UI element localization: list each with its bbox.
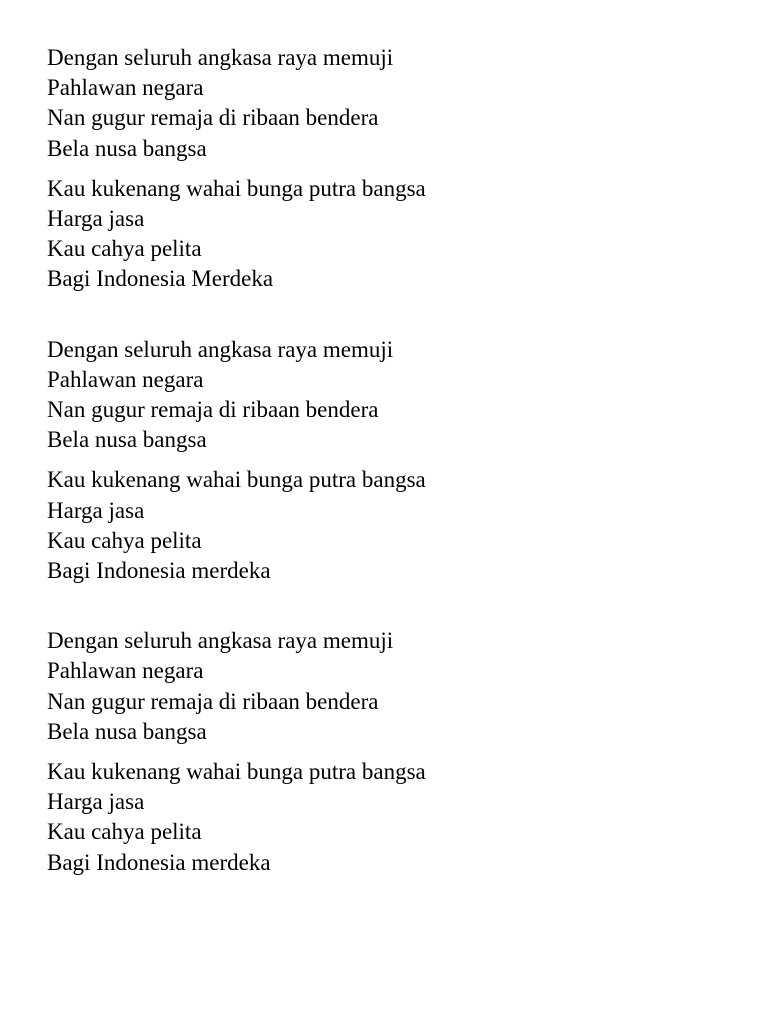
lyric-line: Bela nusa bangsa bbox=[47, 718, 207, 744]
stanza-spacer bbox=[47, 586, 727, 626]
lyric-line: Bagi Indonesia merdeka bbox=[47, 558, 271, 584]
stanza-2-verse-2 bbox=[47, 465, 727, 586]
lyric-line: Harga jasa bbox=[47, 206, 145, 232]
lyric-line: Dengan seluruh angkasa raya memuji bbox=[47, 628, 394, 654]
verse-spacer bbox=[47, 455, 727, 465]
verse-spacer bbox=[47, 747, 727, 757]
stanza-2-verse-1 bbox=[47, 335, 727, 456]
lyric-line: Nan gugur remaja di ribaan bendera bbox=[47, 105, 379, 131]
lyric-line: Bagi Indonesia merdeka bbox=[47, 849, 271, 875]
stanza-3-verse-1 bbox=[47, 626, 727, 747]
lyric-line: Kau kukenang wahai bunga putra bangsa bbox=[47, 759, 426, 785]
stanza-1-verse-2 bbox=[47, 174, 727, 295]
stanza-spacer bbox=[47, 295, 727, 335]
lyric-line: Kau cahya pelita bbox=[47, 527, 202, 553]
lyric-line: Pahlawan negara bbox=[47, 75, 204, 101]
lyric-line: Kau cahya pelita bbox=[47, 236, 202, 262]
lyric-line: Bagi Indonesia Merdeka bbox=[47, 266, 274, 292]
lyric-line: Kau cahya pelita bbox=[47, 819, 202, 845]
lyric-line: Bela nusa bangsa bbox=[47, 427, 207, 453]
lyric-line: Harga jasa bbox=[47, 789, 145, 815]
verse-spacer bbox=[47, 164, 727, 174]
lyric-line: Kau kukenang wahai bunga putra bangsa bbox=[47, 175, 426, 201]
lyric-line: Pahlawan negara bbox=[47, 658, 204, 684]
stanza-1-verse-1 bbox=[47, 43, 727, 164]
lyric-line: Kau kukenang wahai bunga putra bangsa bbox=[47, 467, 426, 493]
lyric-line: Pahlawan negara bbox=[47, 366, 204, 392]
lyric-line: Dengan seluruh angkasa raya memuji bbox=[47, 336, 394, 362]
lyric-line: Harga jasa bbox=[47, 497, 145, 523]
lyric-line: Bela nusa bangsa bbox=[47, 135, 207, 161]
lyric-line: Nan gugur remaja di ribaan bendera bbox=[47, 688, 379, 714]
lyric-line: Nan gugur remaja di ribaan bendera bbox=[47, 397, 379, 423]
lyric-line: Dengan seluruh angkasa raya memuji bbox=[47, 45, 394, 70]
lyrics-body bbox=[47, 43, 727, 878]
stanza-3-verse-2 bbox=[47, 757, 727, 878]
